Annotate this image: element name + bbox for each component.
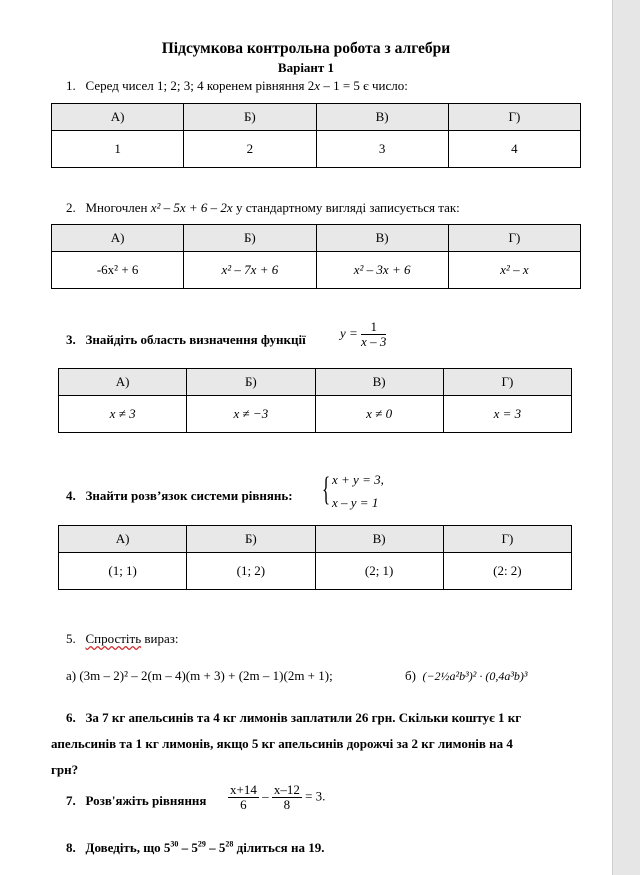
answers-table-2 bbox=[51, 224, 581, 289]
fraction-1 bbox=[228, 783, 259, 812]
question-number: 6. bbox=[66, 710, 76, 725]
question-number: 4. bbox=[66, 488, 76, 503]
question-6 bbox=[66, 710, 521, 726]
fraction-2 bbox=[272, 783, 302, 812]
answer-v: x ≠ 0 bbox=[315, 396, 443, 433]
question-text-end: у стандартному вигляді записується так: bbox=[232, 200, 460, 215]
question-7 bbox=[66, 793, 206, 809]
page-title: Підсумкова контрольна робота з алгебри bbox=[161, 40, 451, 57]
function-formula bbox=[340, 320, 386, 349]
question-text: Доведіть, що 5 bbox=[85, 840, 171, 855]
question-5 bbox=[66, 631, 179, 647]
denominator-1: 6 bbox=[240, 797, 247, 812]
minus-sign: – bbox=[262, 788, 269, 804]
header-g: Г) bbox=[443, 526, 571, 553]
variable-x: x bbox=[314, 78, 321, 93]
equation-2: x – y = 1 bbox=[332, 495, 379, 510]
question-8 bbox=[66, 840, 324, 856]
misspelled-word: Спростіть bbox=[85, 631, 142, 646]
question-text-end: ділиться на 19. bbox=[233, 840, 325, 855]
answer-b: x² – 7x + 6 bbox=[184, 252, 316, 289]
header-v: В) bbox=[315, 369, 443, 396]
question-3 bbox=[66, 332, 306, 348]
question-text: Знайти розв’язок системи рівнянь: bbox=[85, 488, 293, 503]
question-number: 5. bbox=[66, 631, 76, 646]
denominator-2: 8 bbox=[283, 797, 291, 812]
header-v: В) bbox=[316, 225, 448, 252]
variant-label: Варіант 1 bbox=[277, 60, 335, 75]
question-text-line-1: За 7 кг апельсинів та 4 кг лимонів заплатили 26 грн. Скільки коштує 1 кг bbox=[85, 710, 522, 725]
exponent-2: 29 bbox=[197, 839, 206, 849]
answer-a: x ≠ 3 bbox=[59, 396, 187, 433]
numerator-1: x+14 bbox=[230, 782, 257, 797]
part-b-label: б) bbox=[405, 668, 416, 683]
header-g: Г) bbox=[448, 104, 580, 131]
question-1 bbox=[66, 78, 408, 94]
answer-g: x² – x bbox=[448, 252, 580, 289]
question-6-line-3: грн? bbox=[51, 762, 79, 777]
answer-b: (1; 2) bbox=[187, 553, 315, 590]
header-v: В) bbox=[315, 526, 443, 553]
answer-b: x ≠ −3 bbox=[187, 396, 315, 433]
equation-1: x + y = 3, bbox=[332, 472, 384, 487]
answer-b: 2 bbox=[184, 131, 316, 168]
answer-g: 4 bbox=[448, 131, 580, 168]
header-a: А) bbox=[59, 526, 187, 553]
equation-system bbox=[322, 470, 402, 516]
answer-v: 3 bbox=[316, 131, 448, 168]
header-a: А) bbox=[52, 225, 184, 252]
exponent-3: 28 bbox=[225, 839, 234, 849]
equation-formula bbox=[228, 783, 325, 812]
header-b: Б) bbox=[184, 104, 316, 131]
question-text: Серед чисел 1; 2; 3; 4 коренем рівняння 2 bbox=[85, 78, 315, 93]
question-text-end: – 1 = 5 є число: bbox=[320, 78, 408, 93]
polynomial-expression: x² – 5x + 6 – 2x bbox=[150, 200, 233, 215]
header-b: Б) bbox=[187, 526, 315, 553]
answers-table-3 bbox=[58, 368, 572, 433]
question-2 bbox=[66, 200, 460, 216]
question-5-part-a: а) (3m – 2)² – 2(m – 4)(m + 3) + (2m – 1)(2m + 1); bbox=[66, 668, 333, 683]
answer-g: x = 3 bbox=[443, 396, 571, 433]
header-a: А) bbox=[52, 104, 184, 131]
question-text: Знайдіть область визначення функції bbox=[85, 332, 306, 347]
exponent-1: 30 bbox=[170, 839, 179, 849]
question-number: 2. bbox=[66, 200, 76, 215]
header-b: Б) bbox=[187, 369, 315, 396]
question-5-part-b bbox=[405, 668, 528, 684]
minus-part-2: – 5 bbox=[205, 840, 226, 855]
numerator-2: x–12 bbox=[273, 782, 300, 797]
question-number: 1. bbox=[66, 78, 76, 93]
part-b-expression: (−2½a²b³)² · (0,4a³b)³ bbox=[422, 669, 528, 683]
answers-table-4 bbox=[58, 525, 572, 590]
header-g: Г) bbox=[448, 225, 580, 252]
header-b: Б) bbox=[184, 225, 316, 252]
question-text: Розв'яжіть рівняння bbox=[85, 793, 207, 808]
question-6-line-2: апельсинів та 1 кг лимонів, якщо 5 кг апельсинів дорожчі за 2 кг лимонів на 4 bbox=[51, 736, 513, 751]
answer-a: 1 bbox=[52, 131, 184, 168]
header-v: В) bbox=[316, 104, 448, 131]
answer-a: (1; 1) bbox=[59, 553, 187, 590]
minus-part-1: – 5 bbox=[178, 840, 198, 855]
question-text: вираз: bbox=[141, 631, 179, 646]
numerator: 1 bbox=[361, 320, 386, 335]
header-a: А) bbox=[59, 369, 187, 396]
question-number: 7. bbox=[66, 793, 76, 808]
question-number: 3. bbox=[66, 332, 76, 347]
answer-v: x² – 3x + 6 bbox=[316, 252, 448, 289]
denominator: x – 3 bbox=[361, 334, 387, 349]
brace-icon: { bbox=[322, 471, 331, 508]
fraction bbox=[361, 320, 386, 349]
answer-a: -6x² + 6 bbox=[52, 252, 184, 289]
answer-v: (2; 1) bbox=[315, 553, 443, 590]
equation-rhs: = 3. bbox=[305, 788, 326, 804]
answers-table-1 bbox=[51, 103, 581, 168]
question-number: 8. bbox=[66, 840, 76, 855]
answer-g: (2: 2) bbox=[443, 553, 571, 590]
function-y: y = bbox=[340, 325, 358, 341]
question-text: Многочлен bbox=[85, 200, 151, 215]
header-g: Г) bbox=[443, 369, 571, 396]
vertical-scrollbar[interactable] bbox=[612, 0, 640, 875]
question-4 bbox=[66, 488, 293, 504]
